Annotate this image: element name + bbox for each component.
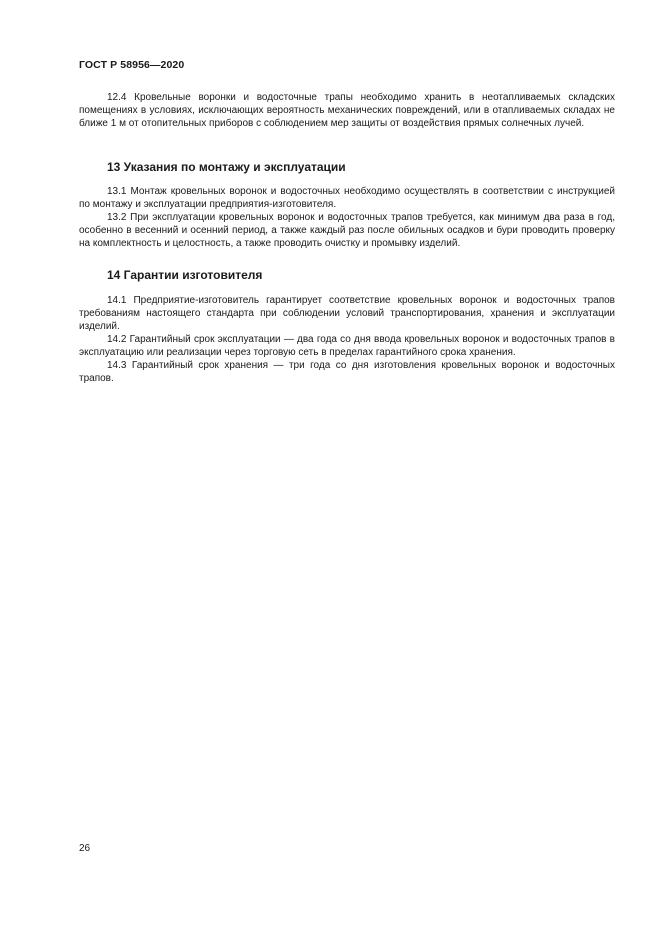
page-number: 26 xyxy=(79,843,91,854)
document-header: ГОСТ Р 58956—2020 xyxy=(79,59,185,71)
paragraph-13-1: 13.1 Монтаж кровельных воронок и водосточных необходимо осуществлять в соответствии с инструкцией по монтажу и эксплуатации предприятия-изготовителя. xyxy=(79,186,615,210)
section-12-body xyxy=(79,91,615,130)
paragraph-12-4: 12.4 Кровельные воронки и водосточные трапы необходимо хранить в неотапливаемых складских помещениях в условиях, исключающих вероятность механических повреждений, или в отапливаемых складах не ближе 1 м от отопительных приборов с соблюдением мер защиты от воздействия прямых солнечных лучей. xyxy=(79,92,615,129)
paragraph-14-3: 14.3 Гарантийный срок хранения — три года со дня изготовления кровельных воронок и водосточных трапов. xyxy=(79,360,615,384)
paragraph-13-2: 13.2 При эксплуатации кровельных воронок и водосточных трапов требуется, как минимум два раза в год, особенно в весенний и осенний период, а также каждый раз после обильных осадков и бури проводить проверку на комплектность и целостность, а также проводить очистку и промывку изделий. xyxy=(79,212,615,249)
section-14-body xyxy=(79,294,615,385)
paragraph-14-2: 14.2 Гарантийный срок эксплуатации — два года со дня ввода кровельных воронок и водосточных трапов в эксплуатацию или реализации через торговую сеть в пределах гарантийного срока хранения. xyxy=(79,334,615,358)
section-14-heading: 14 Гарантии изготовителя xyxy=(107,268,263,282)
section-13-body xyxy=(79,185,615,250)
section-13-heading: 13 Указания по монтажу и эксплуатации xyxy=(107,160,346,174)
paragraph-14-1: 14.1 Предприятие-изготовитель гарантирует соответствие кровельных воронок и водосточных трапов требованиям настоящего стандарта при соблюдении условий транспортирования, хранения и эксплуатации изделий. xyxy=(79,295,615,332)
